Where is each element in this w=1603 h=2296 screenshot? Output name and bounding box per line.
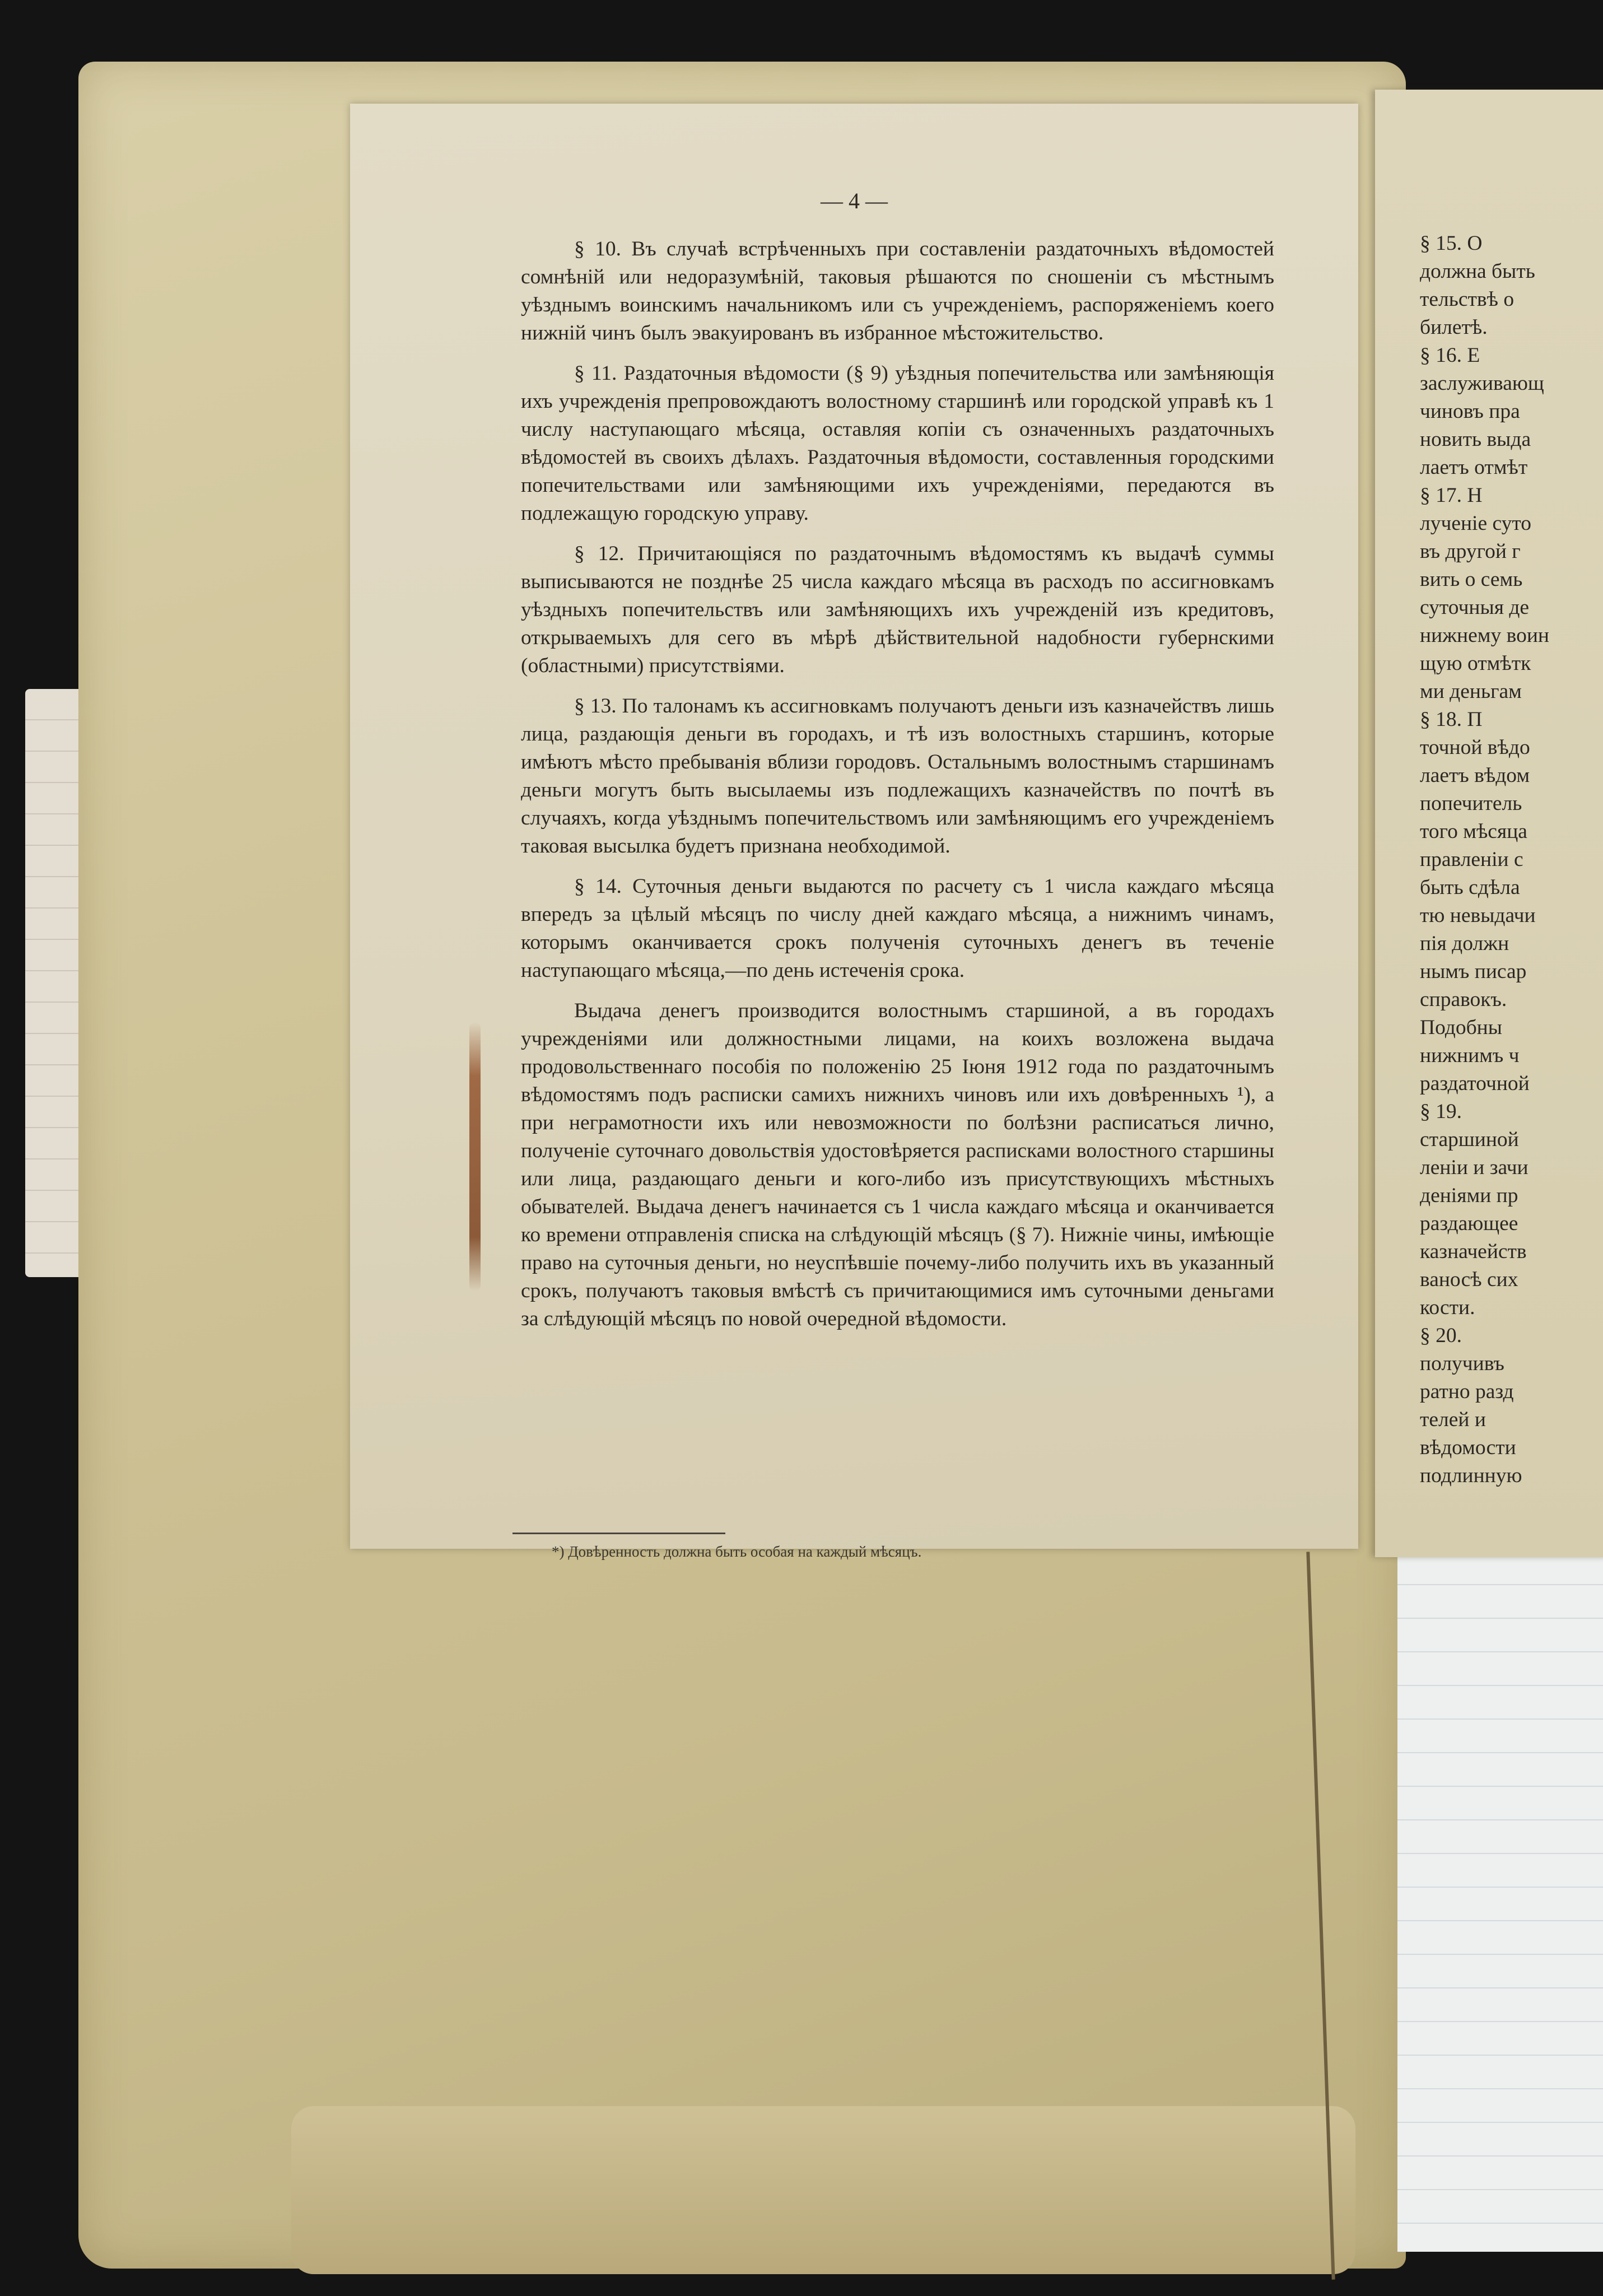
paragraph-11: § 11. Раздаточныя вѣдомости (§ 9) уѣздныя попечительства или замѣняющія ихъ учрежденія препровождаютъ волостному старшинѣ или городской управѣ къ 1 числу наступающаго мѣсяца, оставляя копіи съ означенныхъ раздаточныхъ вѣдомостей въ своихъ дѣлахъ. Раздаточныя вѣдомости, составленныя городскими попечительствами или замѣняющими ихъ учрежденіями, передаются въ подлежащую городскую управу. [521, 362, 1274, 525]
right-line: старшиной [1420, 1128, 1519, 1151]
right-line: телей и [1420, 1408, 1486, 1431]
right-line: тельствѣ о [1420, 288, 1515, 311]
right-line: суточныя де [1420, 596, 1530, 619]
right-line: § 15. О [1420, 232, 1483, 255]
right-line: казначейств [1420, 1240, 1527, 1263]
right-line: § 18. П [1420, 708, 1483, 731]
right-line: § 17. Н [1420, 484, 1483, 507]
right-line: пія должн [1420, 932, 1509, 955]
right-line: заслуживающ [1420, 372, 1544, 395]
right-line: попечитель [1420, 792, 1522, 815]
right-line: § 19. [1420, 1100, 1462, 1123]
right-line: § 16. Е [1420, 344, 1480, 367]
right-line: нижнимъ ч [1420, 1044, 1520, 1067]
right-line: билетѣ. [1420, 316, 1488, 339]
right-line: справокъ. [1420, 988, 1507, 1011]
paragraph-10: § 10. Въ случаѣ встрѣченныхъ при составленіи раздаточныхъ вѣдомостей сомнѣній или недоразумѣній, таковыя рѣшаются по сношеніи съ мѣстнымъ уѣзднымъ воинскимъ начальникомъ или съ учрежденіемъ, распоряженіемъ коего нижній чинъ былъ эвакуированъ въ избранное мѣстожительство. [521, 237, 1274, 344]
right-line: ми деньгам [1420, 680, 1522, 703]
footnote-divider [512, 1533, 725, 1534]
right-line: быть сдѣла [1420, 876, 1520, 899]
right-line: нымъ писар [1420, 960, 1527, 983]
paragraph-payment: Выдача денегъ производится волостнымъ старшиной, а въ городахъ учрежденіями или должностными лицами, на коихъ возложена выдача продовольственнаго пособія по положенію 25 Іюня 1912 года по раздаточнымъ вѣдомостямъ подъ расписки самихъ нижнихъ чиновъ или ихъ довѣренныхъ ¹), а при неграмотности ихъ или невозможности по болѣзни расписаться лично, полученіе суточнаго довольствія удостовѣряется расписками волостного старшины или лица, раздающаго деньги и кого-либо изъ присутствующихъ мѣстныхъ обывателей. Выдача денегъ начинается съ 1 числа каждаго мѣсяца и оканчивается ко времени отправленія списка на слѣдующій мѣсяцъ (§ 7). Нижніе чины, имѣющіе право на суточныя деньги, но неуспѣвшіе почему-либо получить ихъ въ указанный срокъ, получаютъ таковыя вмѣстѣ съ причитающимися имъ суточными деньгами за слѣдующій мѣсяцъ по новой очередной вѣдомости. [521, 999, 1274, 1330]
right-line: нижнему воин [1420, 624, 1549, 647]
document-page [350, 104, 1358, 1560]
right-line: новить выда [1420, 428, 1531, 451]
paragraph-14: § 14. Суточныя деньги выдаются по расчету съ 1 числа каждаго мѣсяца впередъ за цѣлый мѣсяцъ по числу дней каждаго мѣсяца, а нижнимъ чинамъ, которымъ оканчивается срокъ полученія суточныхъ денегъ въ теченіе наступающаго мѣсяца,—по день истеченія срока. [521, 875, 1274, 982]
right-line: § 20. [1420, 1324, 1462, 1347]
right-line: леніи и зачи [1420, 1156, 1529, 1179]
right-line: должна быть [1420, 260, 1535, 283]
paragraph-13: § 13. По талонамъ къ ассигновкамъ получаютъ деньги изъ казначействъ лишь лица, раздающія деньги въ городахъ, и тѣ изъ волостныхъ старшинъ, которые имѣютъ мѣсто пребыванія вблизи городовъ. Остальнымъ волостнымъ старшинамъ деньги могутъ быть высылаемы изъ подлежащихъ казначействъ по почтѣ въ случаяхъ, когда уѣзднымъ попечительствомъ или замѣняющимъ его учрежденіемъ таковая высылка будетъ признана необходимой. [521, 695, 1274, 858]
page-number: — 4 — [821, 188, 888, 213]
adjacent-page-text [1420, 230, 1603, 1490]
page-body [521, 235, 1274, 1345]
right-line: раздающее [1420, 1212, 1518, 1235]
right-line: кости. [1420, 1296, 1475, 1319]
paragraph-12: § 12. Причитающіяся по раздаточнымъ вѣдомостямъ къ выдачѣ суммы выписываются не позднѣе 25 числа каждаго мѣсяца въ расходъ по ассигновкамъ уѣздныхъ попечительствъ или замѣняющихъ ихъ учрежденій изъ кредитовъ, открываемыхъ для сего въ мѣрѣ дѣйствительной надобности губернскими (областными) присутствіями. [521, 542, 1274, 677]
right-line: вить о семь [1420, 568, 1523, 591]
lined-sheet-underneath [1397, 1552, 1603, 2252]
right-line: чиновъ пра [1420, 400, 1520, 423]
right-line: лаетъ отмѣт [1420, 456, 1528, 479]
right-line: раздаточной [1420, 1072, 1530, 1095]
right-line: ратно разд [1420, 1380, 1514, 1403]
right-line: вѣдомости [1420, 1436, 1516, 1459]
right-line: лученіе суто [1420, 512, 1532, 535]
right-line: того мѣсяца [1420, 820, 1527, 843]
right-line: въ другой г [1420, 540, 1521, 563]
right-line: деніями пр [1420, 1184, 1518, 1207]
right-line: лаетъ вѣдом [1420, 764, 1530, 787]
footnote: *) Довѣренность должна быть особая на каждый мѣсяцъ. [552, 1543, 922, 1560]
right-line: подлинную [1420, 1464, 1522, 1487]
right-line: точной вѣдо [1420, 736, 1530, 759]
right-line: правленіи с [1420, 848, 1523, 871]
folder-worn-bottom [291, 2106, 1355, 2274]
right-line: получивъ [1420, 1352, 1504, 1375]
right-line: тю невыдачи [1420, 904, 1536, 927]
right-line: щую отмѣтк [1420, 652, 1531, 675]
margin-pencil-mark [469, 1022, 481, 1291]
right-line: Подобны [1420, 1016, 1502, 1039]
right-line: ваносѣ сих [1420, 1268, 1518, 1291]
